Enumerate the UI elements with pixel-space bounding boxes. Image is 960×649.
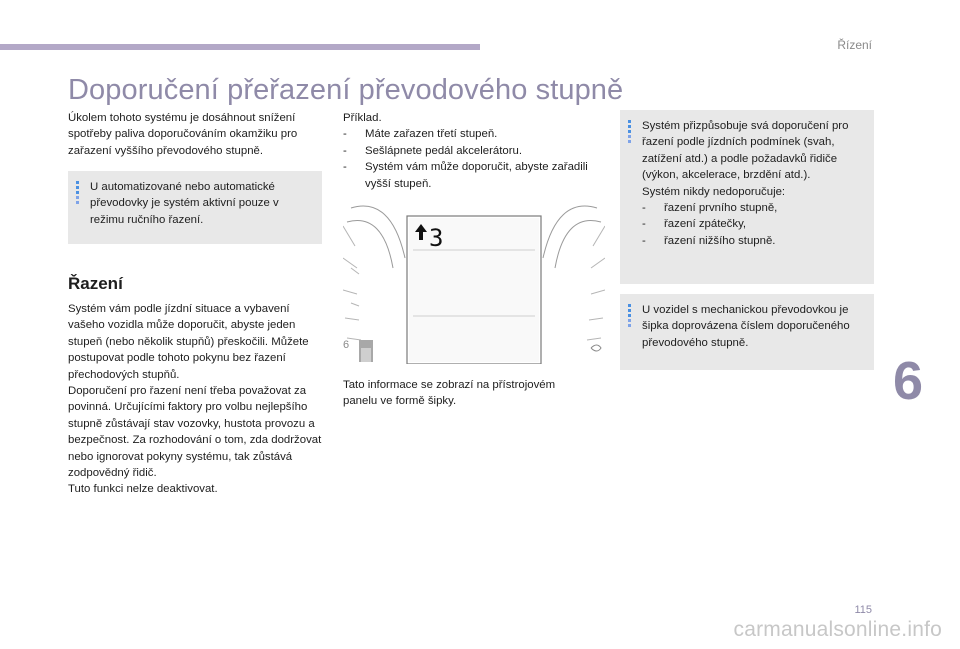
shifting-paragraph-3: Tuto funkci nelze deaktivovat. — [68, 483, 218, 496]
intro-paragraph: Úkolem tohoto systému je dosáhnout snížení spotřeby paliva doporučováním okamžiku pro zařazení vyššího převodového stupně. — [68, 112, 298, 157]
info-box-automatic — [68, 171, 322, 244]
info-text-manual: U vozidel s mechanickou převodovkou je šipka doprovázena číslem doporučeného převodového stupně. — [642, 304, 850, 349]
section-heading-shifting: Řazení — [68, 274, 123, 293]
shifting-body — [68, 301, 328, 498]
left-gauge-number: 6 — [343, 339, 350, 351]
header-bar — [0, 44, 480, 50]
gear-number: 3 — [429, 224, 444, 252]
info-box-adaptation — [620, 110, 874, 284]
watermark: carmanualsonline.info — [733, 618, 942, 641]
list-item: - Sešlápnete pedál akcelerátoru. — [343, 144, 523, 157]
shifting-paragraph-2: Doporučení pro řazení není třeba považovat za povinná. Určujícími faktory pro volbu nejlepšího stupně zůstávají stav vozovky, hustota provozu a bezpečnost. Za rozhodování o tom, zda dodržovat nebo ignorovat pokyny systému, tak zůstává zodpovědný řidič. — [68, 385, 322, 480]
info-box-manual — [620, 294, 874, 370]
example-block — [343, 110, 603, 192]
adaptation-paragraph: Systém přizpůsobuje svá doporučení pro řazení podle jízdních podmínek (svah, zatížení atd.) a podle požadavků řidiče (výkon, akcelerace, brzdění atd.). — [642, 120, 849, 182]
instrument-cluster-illustration — [343, 198, 605, 364]
shifting-paragraph-1: Systém vám podle jízdní situace a vybavení vašeho vozidla může doporučit, abyste jeden stupeň (nebo několik stupňů) přeskočili. Můžete postupovat podle tohoto pokynu bez řazení přechodových stupňů. — [68, 303, 309, 381]
list-item: - Máte zařazen třetí stupeň. — [343, 128, 498, 141]
example-label: Příklad. — [343, 112, 382, 124]
info-icon — [628, 120, 631, 142]
list-item: - řazení zpátečky, — [642, 218, 747, 231]
list-item: - řazení prvního stupně, — [642, 202, 778, 215]
list-item: - řazení nižšího stupně. — [642, 234, 776, 247]
chapter-number: 6 — [893, 351, 924, 411]
info-icon — [628, 304, 631, 326]
example-caption: Tato informace se zobrazí na přístrojovém panelu ve formě šipky. — [343, 379, 556, 408]
page-title: Doporučení přeřazení převodového stupně — [68, 74, 624, 106]
list-item: - Systém vám může doporučit, abyste zařadili vyšší stupeň. — [343, 161, 588, 190]
info-text-adaptation — [642, 118, 866, 249]
info-text-automatic: U automatizované nebo automatické převodovky je systém aktivní pouze v režimu ručního řazení. — [90, 181, 279, 226]
adaptation-never-label: Systém nikdy nedoporučuje: — [642, 185, 786, 198]
info-icon — [76, 181, 79, 203]
section-label: Řízení — [837, 38, 872, 52]
page-number: 115 — [854, 604, 872, 616]
